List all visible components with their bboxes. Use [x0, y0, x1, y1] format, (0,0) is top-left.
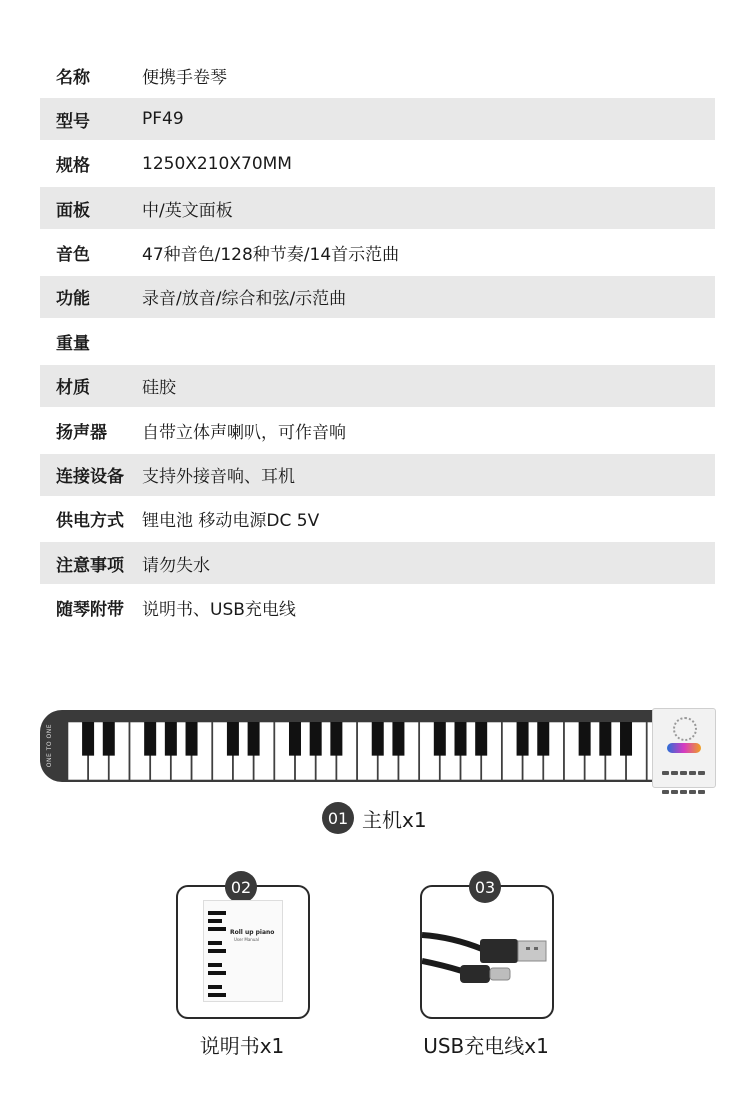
spec-key: 重量 [56, 333, 90, 354]
black-key [248, 722, 260, 756]
spec-row [40, 542, 715, 584]
spec-value: 47种音色/128种节奏/14首示范曲 [142, 245, 400, 266]
black-key [227, 722, 239, 756]
black-key [579, 722, 591, 756]
spec-row [40, 276, 715, 318]
black-key [144, 722, 156, 756]
piano-brand-label: ONE TO ONE [46, 724, 53, 768]
spec-key: 音色 [56, 245, 90, 266]
spec-row [40, 365, 715, 407]
black-key [517, 722, 529, 756]
black-key [165, 722, 177, 756]
control-buttons [661, 761, 707, 799]
black-key [434, 722, 446, 756]
manual-booklet [204, 901, 282, 1001]
spec-row [40, 54, 715, 96]
spec-row [40, 143, 715, 185]
item-number-badge: 01 [322, 802, 354, 834]
accessory-manual-card [176, 877, 310, 1019]
black-key [82, 722, 94, 756]
spec-row [40, 232, 715, 274]
spec-value: 锂电池 移动电源DC 5V [142, 511, 320, 532]
main-unit-caption [322, 802, 427, 834]
logo-chip [667, 743, 701, 753]
spec-value: 录音/放音/综合和弦/示范曲 [142, 289, 347, 310]
black-key [330, 722, 342, 756]
spec-key: 名称 [56, 67, 90, 88]
spec-value: PF49 [142, 109, 184, 130]
spec-row [40, 98, 715, 140]
black-key [620, 722, 632, 756]
black-key [599, 722, 611, 756]
spec-key: 注意事项 [56, 555, 124, 576]
spec-value: 硅胶 [142, 378, 176, 399]
spec-row [40, 587, 715, 629]
item-number-badge: 03 [469, 871, 501, 903]
black-key [455, 722, 467, 756]
spec-value: 说明书、USB充电线 [142, 600, 296, 621]
spec-key: 扬声器 [56, 422, 107, 443]
spec-value: 中/英文面板 [142, 200, 233, 221]
black-key [475, 722, 487, 756]
spec-key: 供电方式 [56, 511, 124, 532]
spec-key: 材质 [56, 378, 90, 399]
spec-value: 支持外接音响、耳机 [142, 467, 295, 488]
accessory-manual-caption: 说明书x1 [199, 1034, 285, 1058]
spec-value: 自带立体声喇叭，可作音响 [142, 422, 346, 443]
manual-keys [208, 905, 226, 997]
piano-keys [68, 722, 668, 780]
accessory-usb-cable-caption: USB充电线x1 [423, 1034, 549, 1058]
speaker-icon [673, 717, 697, 741]
roll-up-piano [40, 704, 715, 788]
spec-key: 规格 [56, 156, 90, 177]
spec-row [40, 320, 715, 362]
spec-table [40, 54, 715, 631]
caption-text: 主机x1 [362, 807, 427, 832]
black-key [310, 722, 322, 756]
black-key [537, 722, 549, 756]
manual-title: Roll up piano [230, 929, 275, 936]
spec-row [40, 454, 715, 496]
piano-body [40, 710, 668, 782]
spec-key: 型号 [56, 111, 90, 132]
spec-value: 1250X210X70MM [142, 153, 292, 174]
spec-key: 随琴附带 [56, 600, 124, 621]
spec-row [40, 409, 715, 451]
black-key [289, 722, 301, 756]
spec-key: 面板 [56, 200, 90, 221]
black-key [392, 722, 404, 756]
usb-cable-icon [422, 887, 552, 1017]
piano-control-panel [652, 708, 716, 788]
item-number-badge: 02 [225, 871, 257, 903]
spec-key: 连接设备 [56, 467, 124, 488]
accessory-usb-cable-card [420, 877, 554, 1019]
black-key [103, 722, 115, 756]
spec-key: 功能 [56, 289, 90, 310]
black-key [186, 722, 198, 756]
spec-value: 请勿失水 [142, 555, 210, 576]
black-key [372, 722, 384, 756]
manual-subtitle: User Manual [234, 937, 259, 942]
spec-value: 便携手卷琴 [142, 67, 227, 88]
spec-row [40, 498, 715, 540]
spec-row [40, 187, 715, 229]
